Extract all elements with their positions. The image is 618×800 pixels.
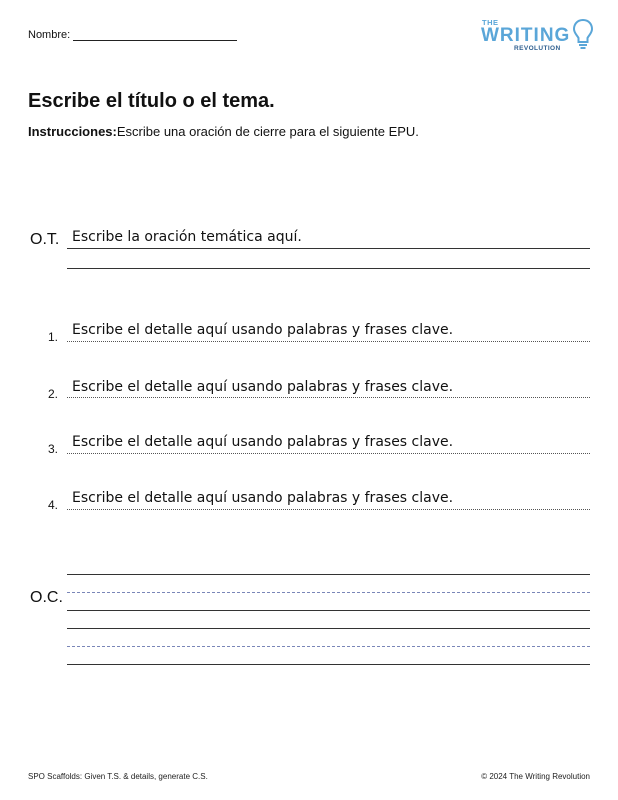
instructions-text: Escribe una oración de cierre para el siguiente EPU. bbox=[116, 124, 419, 139]
detail-number: 4. bbox=[48, 498, 59, 512]
logo-the: THE bbox=[482, 18, 499, 27]
detail-number: 2. bbox=[48, 387, 59, 401]
instructions bbox=[28, 124, 419, 139]
concluding-line-2[interactable] bbox=[67, 610, 590, 611]
logo-writing: WRITING bbox=[481, 25, 571, 46]
writing-revolution-logo bbox=[478, 18, 594, 56]
concluding-guide-2 bbox=[67, 646, 590, 647]
concluding-sentence-label: O.C. bbox=[30, 589, 63, 606]
detail-number: 3. bbox=[48, 442, 59, 456]
detail-text[interactable]: Escribe el detalle aquí usando palabras y frases clave. bbox=[72, 490, 454, 506]
name-input-line[interactable] bbox=[73, 28, 237, 41]
page-title: Escribe el título o el tema. bbox=[28, 90, 275, 112]
concluding-line-1[interactable] bbox=[67, 574, 590, 575]
detail-text[interactable]: Escribe el detalle aquí usando palabras y frases clave. bbox=[72, 379, 454, 395]
logo-revolution: REVOLUTION bbox=[514, 45, 561, 52]
detail-line bbox=[67, 509, 590, 510]
detail-text[interactable]: Escribe el detalle aquí usando palabras y frases clave. bbox=[72, 434, 454, 450]
lightbulb-icon bbox=[572, 18, 594, 50]
topic-sentence-text[interactable]: Escribe la oración temática aquí. bbox=[72, 229, 302, 245]
name-label: Nombre: bbox=[28, 29, 71, 41]
topic-sentence-label: O.T. bbox=[30, 231, 60, 248]
footer-left: SPO Scaffolds: Given T.S. & details, generate C.S. bbox=[28, 772, 208, 781]
topic-sentence-line-1 bbox=[67, 248, 590, 249]
detail-text[interactable]: Escribe el detalle aquí usando palabras y frases clave. bbox=[72, 322, 454, 338]
detail-line bbox=[67, 397, 590, 398]
footer-right: © 2024 The Writing Revolution bbox=[481, 772, 590, 781]
topic-sentence-line-2 bbox=[67, 268, 590, 269]
concluding-line-4[interactable] bbox=[67, 664, 590, 665]
concluding-line-3[interactable] bbox=[67, 628, 590, 629]
detail-number: 1. bbox=[48, 330, 59, 344]
name-field bbox=[28, 28, 237, 41]
detail-line bbox=[67, 341, 590, 342]
detail-line bbox=[67, 453, 590, 454]
instructions-label: Instrucciones: bbox=[28, 124, 117, 139]
concluding-guide-1 bbox=[67, 592, 590, 593]
